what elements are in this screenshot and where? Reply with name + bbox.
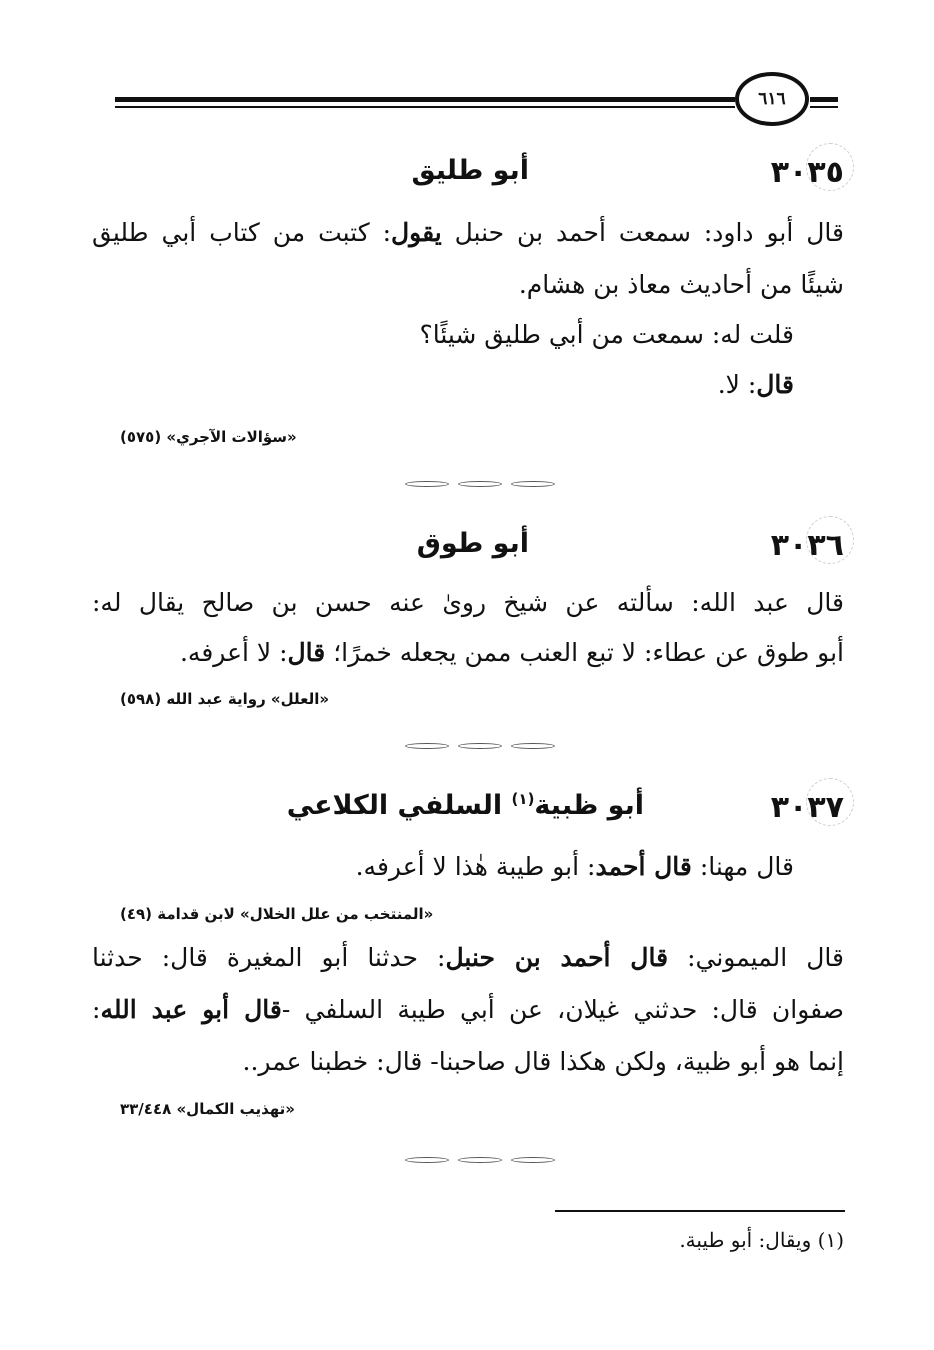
entry-title: أبو طوق bbox=[416, 528, 529, 559]
rosette-ornament-icon bbox=[806, 778, 854, 826]
ornament-icon bbox=[458, 1157, 502, 1163]
entry-title bbox=[287, 790, 644, 821]
entry-title: أبو طليق bbox=[411, 155, 529, 186]
text-run: : bbox=[92, 995, 101, 1024]
entry-number bbox=[771, 790, 844, 825]
text-run: : كتبت من كتاب أبي طليق bbox=[92, 218, 391, 247]
ornament-icon bbox=[405, 1157, 449, 1163]
text-run: قال الميموني: bbox=[668, 943, 844, 972]
source-citation: «المنتخب من علل الخلال» لابن قدامة (٤٩) bbox=[120, 905, 434, 923]
entry-number bbox=[771, 528, 844, 563]
bold-run: قال bbox=[287, 638, 326, 667]
header-rule-thin bbox=[115, 106, 735, 108]
entry-number-text: ٣٠٣٦ bbox=[770, 528, 844, 563]
page-number bbox=[735, 72, 809, 126]
footnote-rule bbox=[555, 1210, 845, 1212]
text-line bbox=[92, 218, 844, 247]
text-run: : أبو طيبة هٰذا لا أعرفه. bbox=[355, 852, 596, 881]
entry-number-text: ٣٠٣٥ bbox=[770, 155, 844, 190]
bold-run: قال bbox=[756, 370, 794, 399]
text-line: إنما هو أبو ظبية، ولكن هكذا قال صاحبنا- قال: خطبنا عمر.. bbox=[242, 1047, 844, 1076]
text-run: قال أبو داود: سمعت أحمد بن حنبل bbox=[441, 218, 844, 247]
text-line: قلت له: سمعت من أبي طليق شيئًا؟ bbox=[419, 320, 794, 349]
title-run: السلفي الكلاعي bbox=[286, 790, 512, 821]
ornament-icon bbox=[405, 481, 449, 487]
text-line bbox=[92, 995, 844, 1024]
ornament-icon bbox=[458, 481, 502, 487]
text-line bbox=[718, 370, 794, 399]
text-line bbox=[180, 638, 844, 667]
footnote-text: ويقال: أبو طيبة. bbox=[679, 1228, 812, 1252]
header-rule-stub bbox=[810, 97, 838, 102]
text-run: : لا أعرفه. bbox=[179, 638, 288, 667]
bold-run: يقول bbox=[391, 218, 442, 247]
rosette-ornament-icon bbox=[806, 516, 854, 564]
rosette-ornament-icon bbox=[806, 143, 854, 191]
text-run: : لا. bbox=[717, 370, 757, 399]
ornament-icon bbox=[458, 743, 502, 749]
source-citation: «تهذيب الكمال» ٣٣/٤٤٨ bbox=[120, 1100, 296, 1118]
text-run: صفوان قال: حدثني غيلان، عن أبي طيبة السلفي - bbox=[281, 995, 844, 1024]
divider-ornament bbox=[405, 741, 555, 751]
divider-ornament bbox=[405, 1155, 555, 1165]
entry-number-text: ٣٠٣٧ bbox=[770, 790, 844, 825]
entry-number bbox=[771, 155, 844, 190]
page-number-text: ٦١٦ bbox=[758, 89, 786, 109]
bold-run: قال أحمد بن حنبل bbox=[445, 943, 669, 972]
footnote-marker: (١) bbox=[817, 1228, 844, 1252]
text-run: أبو طوق عن عطاء: لا تبع العنب ممن يجعله خمرًا؛ bbox=[325, 638, 844, 667]
ornament-icon bbox=[511, 743, 555, 749]
source-citation: «العلل» رواية عبد الله (٥٩٨) bbox=[120, 690, 330, 708]
text-run: قال مهنا: bbox=[691, 852, 794, 881]
header-rule bbox=[115, 97, 735, 102]
text-run: : حدثنا أبو المغيرة قال: حدثنا bbox=[92, 943, 446, 972]
ornament-icon bbox=[405, 743, 449, 749]
footnote-ref[interactable]: (١) bbox=[511, 790, 535, 808]
text-line bbox=[356, 852, 794, 881]
text-line bbox=[92, 943, 844, 972]
header-rule-stub-thin bbox=[810, 106, 838, 108]
ornament-icon bbox=[511, 481, 555, 487]
text-line: قال عبد الله: سألته عن شيخ روىٰ عنه حسن بن صالح يقال له: bbox=[92, 588, 844, 617]
bold-run: قال أبو عبد الله bbox=[100, 995, 282, 1024]
ornament-icon bbox=[511, 1157, 555, 1163]
bold-run: قال أحمد bbox=[595, 852, 692, 881]
source-citation: «سؤالات الآجري» (٥٧٥) bbox=[120, 428, 297, 446]
text-line: شيئًا من أحاديث معاذ بن هشام. bbox=[518, 270, 844, 299]
footnote bbox=[679, 1228, 844, 1252]
title-run: أبو ظبية bbox=[534, 790, 644, 821]
divider-ornament bbox=[405, 479, 555, 489]
